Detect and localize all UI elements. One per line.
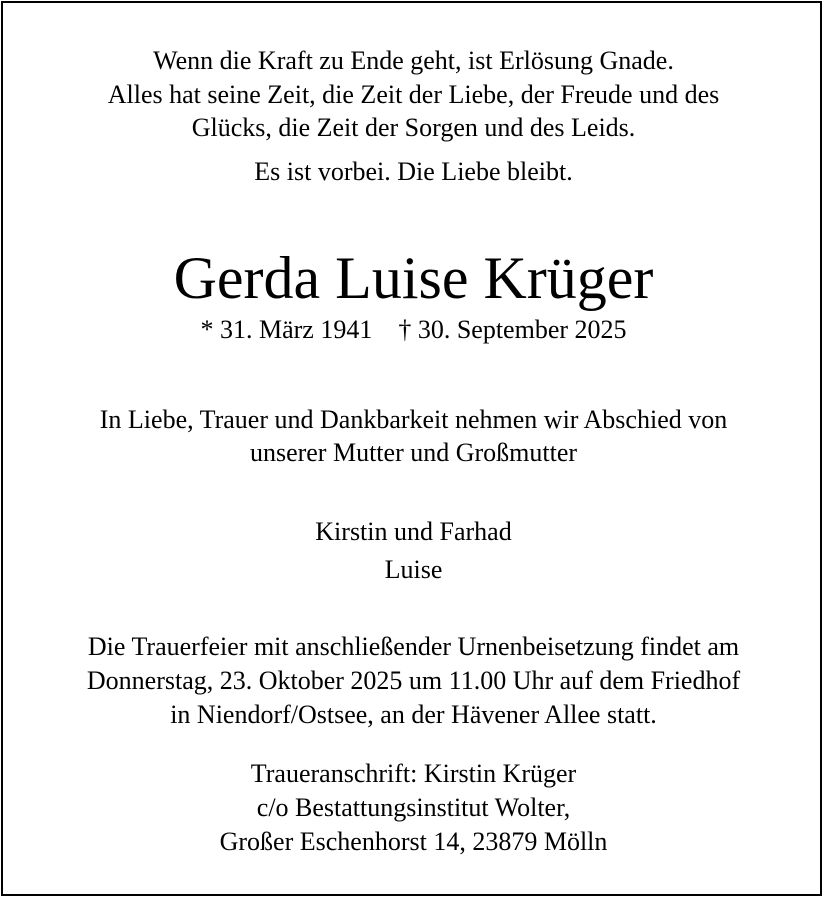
address-line-2: c/o Bestattungsinstitut Wolter, — [256, 793, 571, 822]
life-dates — [0, 315, 827, 345]
motto-line-2: Alles hat seine Zeit, die Zeit der Liebe, der Freude und des — [107, 80, 720, 109]
ceremony-line-1: Die Trauerfeier mit anschließender Urnenbeisetzung findet am — [87, 632, 740, 661]
birth-date: * 31. März 1941 — [200, 315, 373, 344]
death-date: † 30. September 2025 — [398, 315, 627, 344]
farewell-line-2: unserer Mutter und Großmutter — [249, 438, 578, 467]
farewell-line-1: In Liebe, Trauer und Dankbarkeit nehmen wir Abschied von — [99, 405, 728, 434]
motto-line-1: Wenn die Kraft zu Ende geht, ist Erlösung Gnade. — [153, 46, 674, 75]
mourners-line-1: Kirstin und Farhad — [315, 517, 512, 546]
mourners-line-2: Luise — [384, 555, 443, 584]
ceremony-line-2: Donnerstag, 23. Oktober 2025 um 11.00 Uhr auf dem Friedhof — [86, 666, 741, 695]
motto-line-3: Glücks, die Zeit der Sorgen und des Leids. — [191, 113, 636, 142]
ceremony-line-3: in Niendorf/Ostsee, an der Hävener Allee statt. — [170, 700, 657, 729]
address-line-3: Großer Eschenhorst 14, 23879 Mölln — [219, 827, 608, 856]
deceased-name: Gerda Luise Krüger — [173, 245, 654, 311]
motto-closing: Es ist vorbei. Die Liebe bleibt. — [254, 157, 573, 186]
address-line-1: Traueranschrift: Kirstin Krüger — [250, 759, 577, 788]
